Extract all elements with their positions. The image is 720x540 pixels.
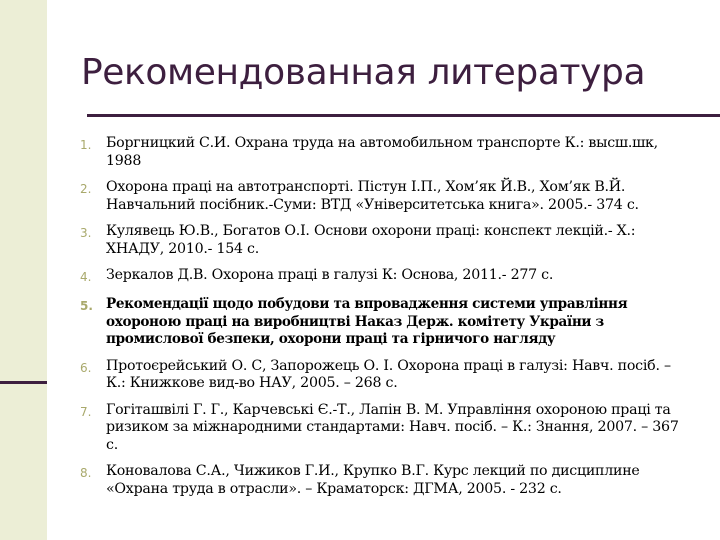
reference-text: Охорона праці на автотранспорті. Пістун І.П., Хом’як Й.В., Хом’як В.Й. Навчальний посібник.-Суми: ВТД «Університетська книга». 2005.- 374 с. [106, 179, 639, 213]
reference-text: Рекомендації щодо побудови та впровадження системи управління охороною праці на виробництві Наказ Держ. комітету України з промислової безпеки, охорони праці та гірничого нагляду [106, 296, 628, 347]
reference-text: Гогіташвілі Г. Г., Карчевські Є.-Т., Лапін В. М. Управління охороною праці та ризиком за міжнародними стандартами: Навч. посіб. – К.: Знання, 2007. – 367 с. [106, 401, 679, 453]
reference-item [80, 135, 692, 170]
reference-number: 5. [80, 299, 93, 313]
side-band [0, 0, 47, 540]
reference-text: Зеркалов Д.В. Охорона праці в галузі К: Основа, 2011.- 277 с. [106, 267, 554, 283]
side-divider-line [0, 381, 47, 384]
reference-item [80, 358, 692, 393]
reference-number: 7. [80, 404, 92, 419]
reference-text: Кулявець Ю.В., Богатов О.І. Основи охорони праці: конспект лекцій.- Х.: ХНАДУ, 2010.- 154 с. [106, 223, 636, 257]
reference-number: 8. [80, 466, 92, 480]
reference-item [80, 179, 692, 214]
title-divider-line [87, 114, 720, 117]
reference-item [80, 463, 692, 498]
reference-number: 3. [80, 226, 92, 240]
reference-text: Боргницкий С.И. Охрана труда на автомобильном транспорте К.: высш.шк, 1988 [106, 135, 658, 169]
reference-number: 6. [80, 360, 92, 375]
reference-number: 2. [80, 182, 92, 196]
reference-item [80, 223, 692, 258]
reference-text: Протоєрейський О. С, Запорожець О. І. Охорона праці в галузі: Навч. посіб. – К.: Книжкове вид-во НАУ, 2005. – 268 с. [106, 357, 671, 391]
reference-text: Коновалова С.А., Чижиков Г.И., Крупко В.Г. Курс лекций по дисциплине «Охрана труда в отрасли». – Краматорск: ДГМА, 2005. - 232 с. [106, 463, 640, 497]
reference-item [80, 296, 692, 349]
reference-item [80, 402, 692, 455]
slide-title: Рекомендованная литература [81, 52, 646, 93]
reference-list [80, 135, 692, 507]
reference-number: 1. [80, 138, 92, 152]
reference-number: 4. [80, 270, 92, 284]
reference-item [80, 267, 692, 287]
